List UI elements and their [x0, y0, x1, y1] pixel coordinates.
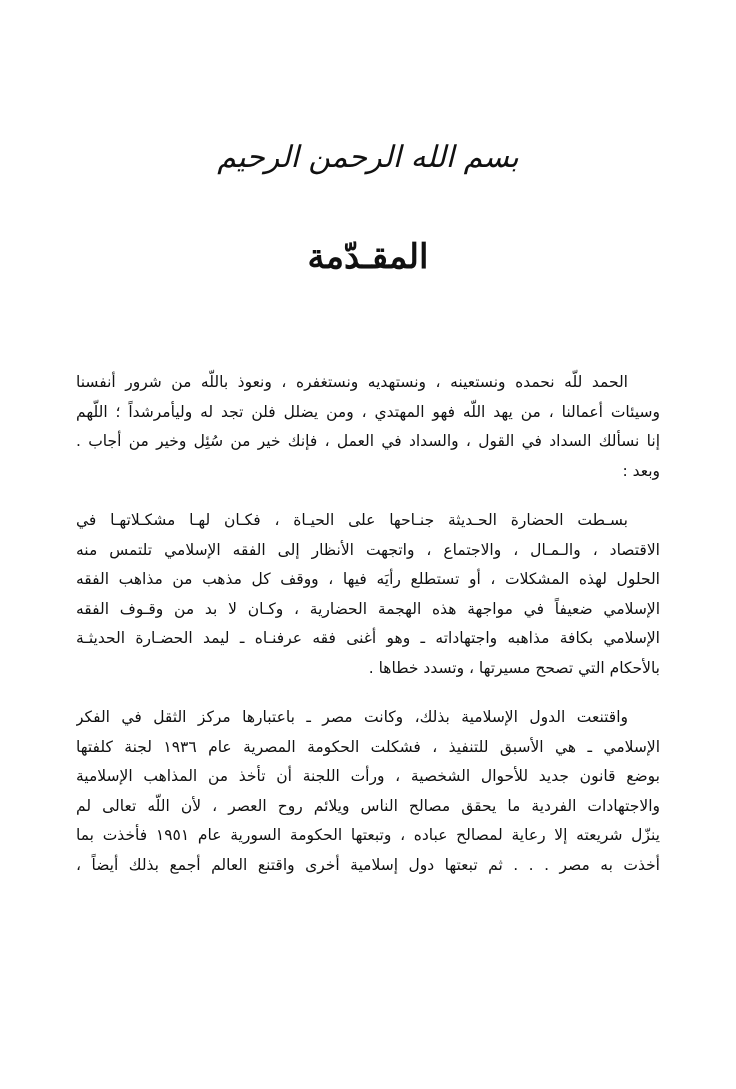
- body-text: [76, 368, 660, 900]
- text-line: أخذت به مصر . . . ثم تبعتها دول إسلامية أخرى واقتنع العالم أجمع بذلك أيضاً ،: [76, 855, 660, 874]
- text-line: بالأحكام التي تصحح مسيرتها ، وتسدد خطاها .: [368, 658, 660, 677]
- page-title: المقـدّمة: [307, 237, 429, 277]
- text-line: بوضع قانون جديد للأحوال الشخصية ، ورأت اللجنة أن تأخذ من المذاهب الإسلامية: [76, 767, 660, 785]
- text-line: الحمد للّه نحمده ونستعينه ، ونستهديه ونستغفره ، ونعوذ باللّه من شرور أنفسنا: [76, 373, 628, 391]
- text-line: ينزّل شريعته إلا رعاية لمصالح عباده ، وتبعتها الحكومة السورية عام ١٩٥١ فأخذت بما: [76, 826, 660, 844]
- text-line: الحلول لهذه المشكلات ، أو تستطلع رأيَه فيها ، ووقف كل مذهب من مذاهب الفقه: [76, 570, 660, 588]
- paragraph-3: [76, 703, 660, 880]
- basmala-heading: بسم الله الرحمن الرحيم: [217, 140, 519, 175]
- text-line: واقتنعت الدول الإسلامية بذلك، وكانت مصر ـ باعتبارها مركز الثقل في الفكر: [76, 708, 628, 726]
- text-line: إنا نسألك السداد في القول ، والسداد في العمل ، فإنك خير من سُئِل وخير من أجاب .: [76, 432, 660, 450]
- paragraph-2: [76, 506, 660, 683]
- text-line: الاقتصاد ، والـمـال ، والاجتماع ، واتجهت الأنظار إلى الفقه الإسلامي تلتمس منه: [76, 540, 660, 559]
- text-line: وسيئات أعمالنا ، من يهد اللّه فهو المهتدي ، ومن يضلل فلن تجد له وليأمرشداً ؛ اللّهم: [76, 402, 660, 421]
- text-line: وبعد :: [622, 461, 660, 480]
- text-line: بسـطت الحضارة الحـديثة جنـاحها على الحيـاة ، فكـان لهـا مشكـلاتهـا في: [76, 511, 628, 529]
- text-line: الإسلامي ضعيفاً في مواجهة هذه الهجمة الحضارية ، وكـان لا بد من وقـوف الفقه: [76, 599, 660, 618]
- text-line: الإسلامي ـ هي الأسبق للتنفيذ ، فشكلت الحكومة المصرية عام ١٩٣٦ لجنة كلفتها: [76, 737, 660, 756]
- text-line: الإسلامي بكافة مذاهبه واجتهاداته ـ وهو أغنى فقه عرفنـاه ـ ليمد الحضـارة الحديثـة: [76, 629, 660, 647]
- text-line: والاجتهادات الفردية ما يحقق مصالح الناس ويلائم روح العصر ، لأن اللّه تعالى لم: [76, 796, 660, 815]
- paragraph-1: [76, 368, 660, 486]
